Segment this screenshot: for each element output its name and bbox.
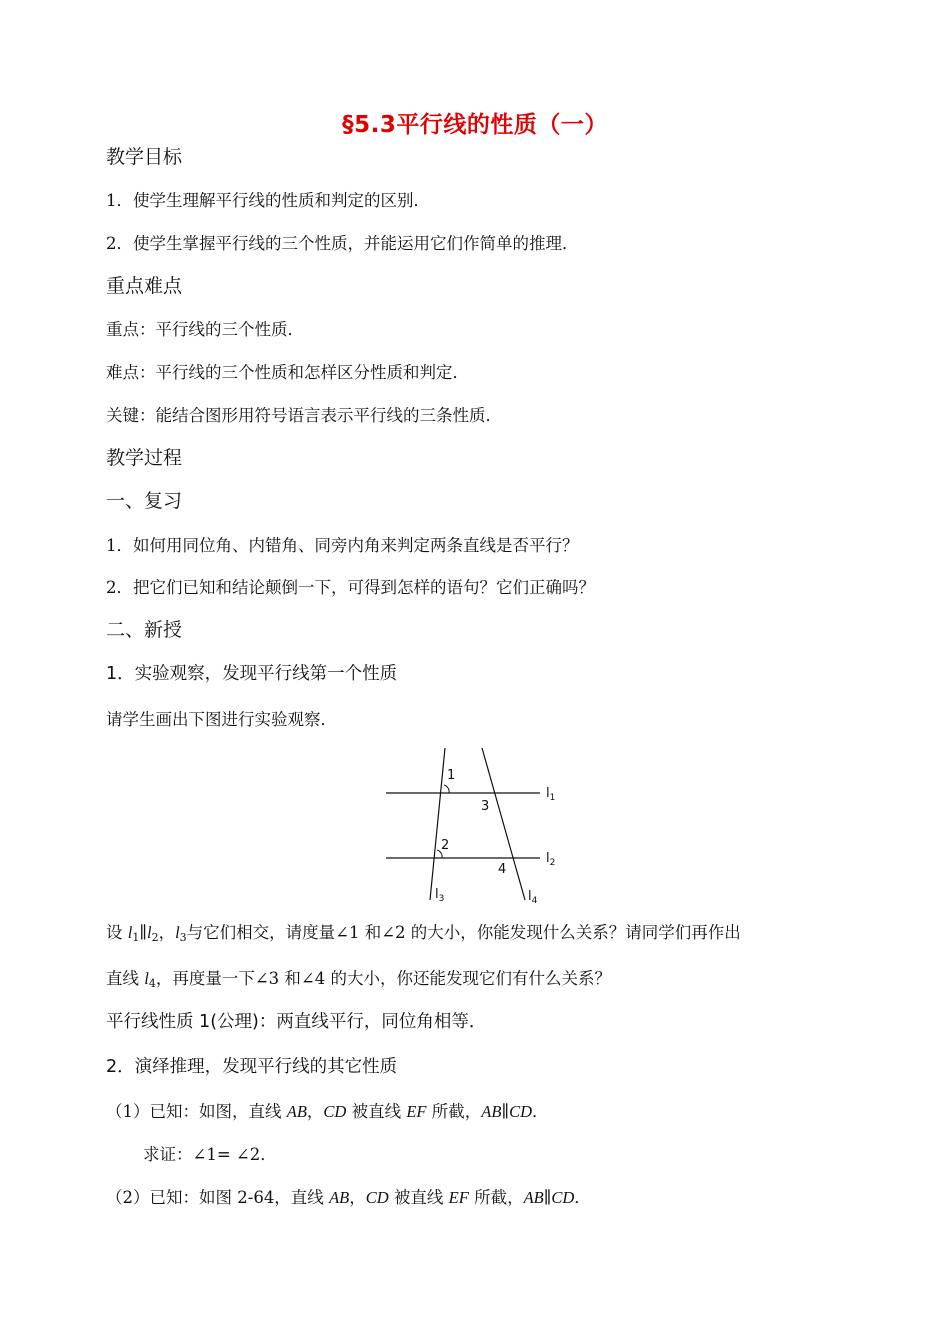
focus-label: 重点：	[106, 320, 156, 339]
objective-item-2: 2．使学生掌握平行线的三个性质，并能运用它们作简单的推理．	[106, 234, 579, 253]
difficulty-label: 难点：	[106, 363, 156, 382]
difficulty-line	[106, 359, 469, 383]
subheading-experiment: 1．实验观察，发现平行线第一个性质	[106, 664, 398, 684]
exercise-2: （2）已知：如图 2-64，直线 AB，CD 被直线 EF 所截，AB∥CD．	[106, 1188, 591, 1207]
line-label-l3: $l_3$	[435, 887, 445, 904]
line-label-l2: $l_2$	[546, 851, 556, 868]
key-label: 关键：	[106, 406, 156, 425]
focus-line	[106, 316, 304, 340]
property-1: 平行线性质 1(公理)：两直线平行，同位角相等．	[106, 1012, 487, 1032]
angle-1-arc	[444, 785, 449, 793]
heading-review: 一、复习	[106, 490, 183, 512]
angle-label-2: 2	[441, 838, 450, 853]
paragraph-measure-angles: 设 $l_1\parallel l_2$，$l_3$与它们相交，请度量∠1 和∠2 的大小，你能发现什么关系？请同学们再作出	[106, 923, 741, 944]
prove-statement: 求证：∠1= ∠2．	[143, 1145, 277, 1164]
subheading-deduction: 2．演绎推理，发现平行线的其它性质	[106, 1057, 398, 1077]
line-label-l1: $l_1$	[546, 786, 556, 803]
angle-label-4: 4	[498, 862, 507, 877]
line-l4	[482, 748, 525, 900]
exercise-1: （1）已知：如图，直线 AB，CD 被直线 EF 所截，AB∥CD．	[106, 1102, 549, 1121]
review-item-1: 1．如何用同位角、内错角、同旁内角来判定两条直线是否平行？	[106, 536, 579, 555]
heading-objectives: 教学目标	[106, 146, 183, 168]
line-label-l4: $l_4$	[528, 889, 538, 906]
page-title: §5.3平行线的性质（一）	[342, 112, 608, 138]
heading-process: 教学过程	[106, 447, 183, 469]
parallel-lines-figure	[378, 742, 578, 908]
instruction-text: 请学生画出下图进行实验观察．	[106, 710, 337, 729]
focus-text: 平行线的三个性质．	[155, 320, 304, 339]
angle-label-3: 3	[481, 799, 490, 814]
objective-item-1: 1．使学生理解平行线的性质和判定的区别．	[106, 191, 430, 210]
paragraph-measure-more: 直线 $l_4$，再度量一下∠3 和∠4 的大小，你还能发现它们有什么关系？	[106, 969, 611, 990]
heading-new: 二、新授	[106, 619, 183, 641]
heading-key-points: 重点难点	[106, 275, 183, 297]
angle-label-1: 1	[447, 768, 456, 783]
key-line	[106, 402, 502, 426]
line-l3	[430, 748, 445, 900]
review-item-2: 2．把它们已知和结论颠倒一下，可得到怎样的语句？它们正确吗？	[106, 578, 595, 597]
key-text: 能结合图形用符号语言表示平行线的三条性质．	[155, 406, 502, 425]
difficulty-text: 平行线的三个性质和怎样区分性质和判定．	[155, 363, 469, 382]
